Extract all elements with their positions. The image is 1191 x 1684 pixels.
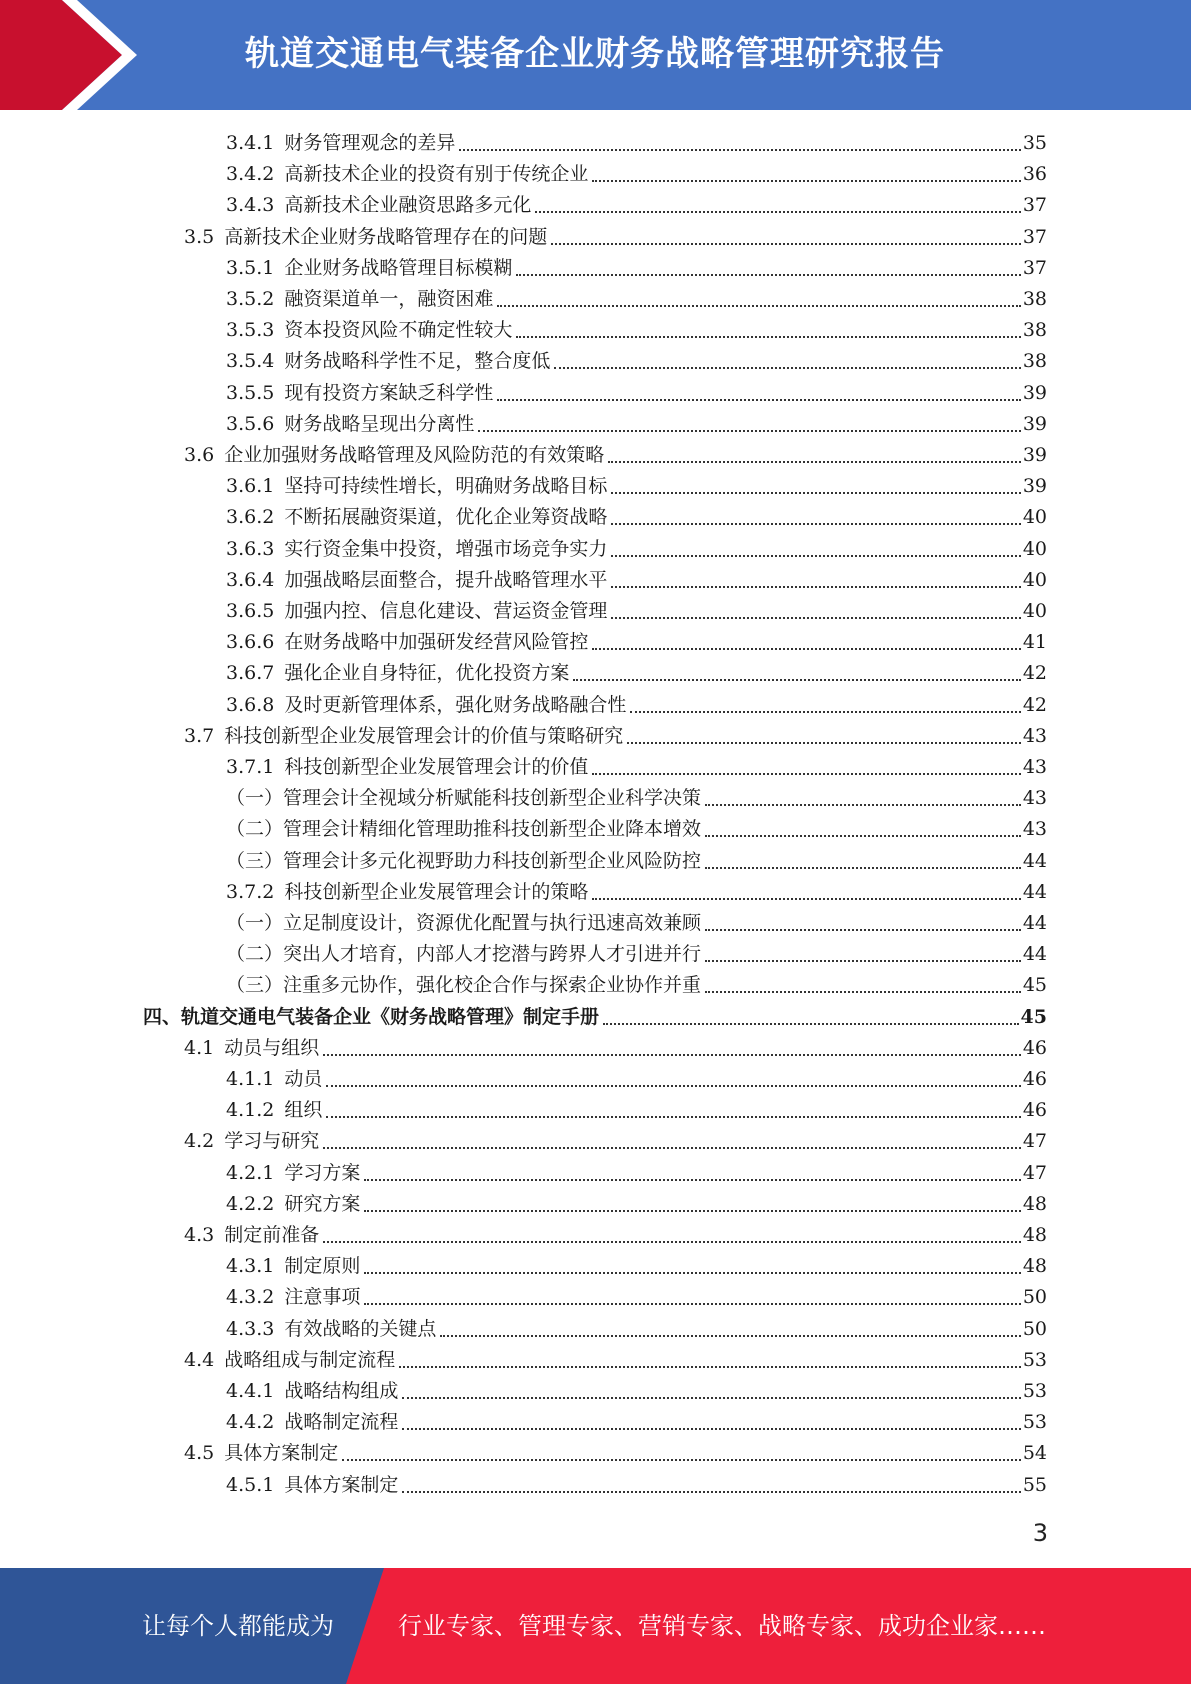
toc-entry[interactable] [226,315,1047,346]
chevron-arrow-icon [0,0,150,110]
toc-entry-page: 44 [1022,943,1047,965]
toc-dot-leader [402,1397,1020,1399]
toc-entry-page: 44 [1022,912,1047,934]
toc-entry-number: （二） [226,818,284,840]
toc-dot-leader [364,1210,1020,1212]
toc-entry-title: 强化企业自身特征，优化投资方案 [284,662,570,684]
toc-entry[interactable] [226,1158,1047,1189]
toc-entry-number: （三） [226,974,284,996]
toc-entry-page: 39 [1022,382,1047,404]
toc-dot-leader [323,1054,1021,1056]
toc-entry-number: 4.3 [184,1224,215,1246]
toc-entry[interactable] [226,627,1047,658]
toc-entry-page: 50 [1022,1286,1047,1308]
toc-entry-title: 在财务战略中加强研发经营风险管控 [284,631,589,653]
toc-entry[interactable] [226,814,1047,845]
toc-entry-title: 财务战略呈现出分离性 [284,413,475,435]
toc-entry-number: 3.7 [184,725,215,747]
toc-entry[interactable] [226,1407,1047,1438]
toc-dot-leader [497,305,1020,307]
toc-entry-title: 加强战略层面整合，提升战略管理水平 [284,569,608,591]
toc-entry-page: 37 [1022,194,1047,216]
toc-dot-leader [364,1179,1020,1181]
toc-entry-number: 3.6.5 [226,600,275,622]
toc-entry-page: 43 [1022,818,1047,840]
toc-entry-number: 4.4 [184,1349,215,1371]
toc-entry-title: 管理会计全视域分析赋能科技创新型企业科学决策 [283,787,702,809]
toc-entry[interactable] [184,1126,1047,1157]
toc-entry[interactable] [226,1376,1047,1407]
toc-dot-leader [326,1085,1020,1087]
toc-entry[interactable] [226,409,1047,440]
toc-dot-leader [364,1303,1020,1305]
toc-entry-title: 动员 [284,1068,323,1090]
toc-entry-title: 突出人才培育，内部人才挖潜与跨界人才引进并行 [283,943,702,965]
toc-entry-title: 加强内控、信息化建设、营运资金管理 [284,600,608,622]
toc-entry[interactable] [184,721,1047,752]
toc-dot-leader [611,586,1020,588]
toc-entry-title: 科技创新型企业发展管理会计的策略 [284,881,589,903]
toc-dot-leader [497,399,1020,401]
toc-entry[interactable] [184,1438,1047,1469]
toc-entry-page: 40 [1022,506,1047,528]
toc-entry-title: 高新技术企业的投资有别于传统企业 [284,163,589,185]
footer-slogan-left: 让每个人都能成为 [142,1612,334,1640]
toc-entry[interactable] [226,565,1047,596]
toc-dot-leader [323,1147,1021,1149]
toc-entry-number: 4.4.1 [226,1380,275,1402]
toc-dot-leader [705,960,1021,962]
toc-entry-number: 3.5.3 [226,319,275,341]
toc-entry-page: 36 [1022,163,1047,185]
toc-entry-title: 资本投资风险不确定性较大 [284,319,513,341]
toc-entry[interactable] [226,1189,1047,1220]
toc-entry-page: 43 [1022,756,1047,778]
toc-entry-page: 35 [1022,132,1047,154]
toc-entry-title: 融资渠道单一，融资困难 [284,288,494,310]
toc-entry-number: 3.7.1 [226,756,275,778]
toc-entry[interactable] [226,658,1047,689]
toc-entry-title: 研究方案 [284,1193,361,1215]
toc-entry[interactable] [226,159,1047,190]
toc-dot-leader [440,1335,1020,1337]
toc-entry-title: 企业财务战略管理目标模糊 [284,257,513,279]
toc-entry-page: 45 [1020,1006,1047,1028]
toc-entry-number: 4.2 [184,1130,215,1152]
toc-dot-leader [611,523,1020,525]
toc-entry[interactable] [226,1095,1047,1126]
toc-entry-number: 3.4.3 [226,194,275,216]
toc-entry[interactable] [143,1002,1047,1033]
toc-entry-number: （二） [226,943,284,965]
toc-dot-leader [592,898,1020,900]
toc-dot-leader [705,991,1021,993]
toc-entry-title: 现有投资方案缺乏科学性 [284,382,494,404]
toc-entry-page: 55 [1022,1474,1047,1496]
toc-entry-page: 44 [1022,881,1047,903]
toc-entry-page: 38 [1022,288,1047,310]
toc-dot-leader [630,711,1020,713]
toc-entry[interactable] [226,471,1047,502]
toc-entry-title: 管理会计精细化管理助推科技创新型企业降本增效 [283,818,702,840]
toc-entry-title: 不断拓展融资渠道，优化企业筹资战略 [284,506,608,528]
toc-entry-page: 47 [1022,1130,1047,1152]
toc-entry-page: 39 [1022,475,1047,497]
toc-entry[interactable] [226,346,1047,377]
toc-entry-number: 4.2.2 [226,1193,275,1215]
toc-entry-number: 3.4.1 [226,132,275,154]
toc-entry-page: 42 [1022,694,1047,716]
toc-entry-number: （一） [226,787,284,809]
toc-entry[interactable] [226,378,1047,409]
page-header [0,0,1191,110]
toc-entry[interactable] [226,190,1047,221]
toc-entry-title: 实行资金集中投资，增强市场竞争实力 [284,538,608,560]
toc-entry-page: 40 [1022,569,1047,591]
toc-entry-page: 53 [1022,1380,1047,1402]
toc-entry-page: 38 [1022,350,1047,372]
toc-entry[interactable] [184,1345,1047,1376]
toc-entry-number: 4.1.1 [226,1068,275,1090]
toc-entry-number: 3.6 [184,444,215,466]
toc-entry-page: 43 [1022,725,1047,747]
toc-dot-leader [323,1241,1021,1243]
toc-entry-number: 4.1 [184,1037,215,1059]
toc-entry-page: 37 [1022,257,1047,279]
toc-entry-title: 动员与组织 [224,1037,320,1059]
toc-entry-number: 3.6.1 [226,475,275,497]
toc-dot-leader [402,1491,1020,1493]
toc-entry-title: 坚持可持续性增长，明确财务战略目标 [284,475,608,497]
toc-entry[interactable] [226,253,1047,284]
toc-dot-leader [705,867,1021,869]
toc-entry-title: 战略组成与制定流程 [224,1349,396,1371]
toc-entry[interactable] [184,1220,1047,1251]
toc-entry-number: 3.6.6 [226,631,275,653]
toc-dot-leader [611,617,1020,619]
toc-dot-leader [459,149,1020,151]
toc-entry[interactable] [226,939,1047,970]
toc-entry-title: 有效战略的关键点 [284,1318,437,1340]
toc-entry[interactable] [226,908,1047,939]
toc-entry-title: 注意事项 [284,1286,361,1308]
toc-dot-leader [399,1366,1021,1368]
toc-entry-number: 3.5.6 [226,413,275,435]
document-title: 轨道交通电气装备企业财务战略管理研究报告 [245,34,945,74]
toc-entry-page: 48 [1022,1224,1047,1246]
toc-entry-title: 及时更新管理体系，强化财务战略融合性 [284,694,627,716]
toc-entry-page: 44 [1022,850,1047,872]
toc-entry-page: 48 [1022,1255,1047,1277]
toc-entry-title: 管理会计多元化视野助力科技创新型企业风险防控 [283,850,702,872]
toc-dot-leader [551,243,1021,245]
toc-entry-title: 财务战略科学性不足，整合度低 [284,350,551,372]
toc-dot-leader [342,1459,1021,1461]
toc-entry-number: 4.5.1 [226,1474,275,1496]
toc-entry-page: 41 [1022,631,1047,653]
toc-entry-title: 战略结构组成 [284,1380,399,1402]
toc-entry-number: 3.6.7 [226,662,275,684]
toc-entry-page: 43 [1022,787,1047,809]
toc-entry-title: 企业加强财务战略管理及风险防范的有效策略 [224,444,605,466]
toc-entry-title: 注重多元协作，强化校企合作与探索企业协作并重 [283,974,702,996]
toc-entry-number: （一） [226,912,284,934]
toc-entry[interactable] [226,970,1047,1001]
toc-entry-number: 3.5.1 [226,257,275,279]
toc-entry-number: 4.3.2 [226,1286,275,1308]
toc-entry[interactable] [226,128,1047,159]
toc-entry-number: 3.5.4 [226,350,275,372]
toc-entry-number: 四、 [143,1006,182,1028]
toc-entry-page: 54 [1022,1442,1047,1464]
toc-entry[interactable] [226,690,1047,721]
toc-dot-leader [554,367,1020,369]
toc-entry-title: 立足制度设计，资源优化配置与执行迅速高效兼顾 [283,912,702,934]
toc-dot-leader [535,211,1020,213]
toc-entry-page: 50 [1022,1318,1047,1340]
toc-dot-leader [592,180,1020,182]
toc-entry-page: 40 [1022,600,1047,622]
toc-entry-number: 4.2.1 [226,1162,275,1184]
toc-entry-title: 轨道交通电气装备企业《财务战略管理》制定手册 [181,1006,600,1028]
toc-entry-title: 具体方案制定 [284,1474,399,1496]
toc-entry-title: 高新技术企业融资思路多元化 [284,194,532,216]
toc-entry-page: 37 [1022,226,1047,248]
toc-dot-leader [592,648,1020,650]
toc-entry-number: 4.3.1 [226,1255,275,1277]
toc-entry-title: 具体方案制定 [224,1442,339,1464]
toc-entry-number: 4.4.2 [226,1411,275,1433]
toc-dot-leader [705,835,1021,837]
toc-entry-number: （三） [226,850,284,872]
toc-entry-title: 战略制定流程 [284,1411,399,1433]
toc-entry[interactable] [226,502,1047,533]
toc-entry-title: 组织 [284,1099,323,1121]
toc-entry[interactable] [226,783,1047,814]
toc-dot-leader [705,804,1021,806]
footer-slogan-right: 行业专家、管理专家、营销专家、战略专家、成功企业家…… [398,1612,1046,1640]
toc-dot-leader [611,492,1020,494]
toc-entry-number: 3.5.5 [226,382,275,404]
toc-entry[interactable] [226,846,1047,877]
toc-entry-number: 3.7.2 [226,881,275,903]
toc-entry-number: 3.5.2 [226,288,275,310]
toc-entry[interactable] [226,1282,1047,1313]
toc-dot-leader [516,274,1020,276]
toc-entry-page: 39 [1022,444,1047,466]
toc-entry[interactable] [184,1033,1047,1064]
toc-entry[interactable] [226,284,1047,315]
toc-entry[interactable] [226,877,1047,908]
toc-entry-page: 53 [1022,1411,1047,1433]
toc-dot-leader [627,742,1021,744]
toc-entry[interactable] [226,1314,1047,1345]
toc-entry-page: 53 [1022,1349,1047,1371]
toc-entry[interactable] [184,440,1047,471]
toc-dot-leader [608,461,1021,463]
toc-entry-number: 3.6.2 [226,506,275,528]
page-footer [0,1568,1191,1684]
toc-dot-leader [364,1272,1020,1274]
toc-entry-page: 48 [1022,1193,1047,1215]
toc-entry-number: 4.1.2 [226,1099,275,1121]
toc-entry[interactable] [226,596,1047,627]
toc-entry[interactable] [226,1251,1047,1282]
toc-entry-page: 45 [1022,974,1047,996]
toc-entry-page: 46 [1022,1068,1047,1090]
toc-entry-title: 制定原则 [284,1255,361,1277]
toc-entry-title: 高新技术企业财务战略管理存在的问题 [224,226,548,248]
toc-dot-leader [705,929,1021,931]
toc-entry-number: 3.4.2 [226,163,275,185]
toc-entry-title: 制定前准备 [224,1224,320,1246]
toc-dot-leader [603,1023,1019,1025]
toc-entry[interactable] [226,752,1047,783]
toc-entry[interactable] [226,534,1047,565]
toc-dot-leader [573,679,1020,681]
toc-entry-page: 42 [1022,662,1047,684]
toc-dot-leader [592,773,1020,775]
toc-entry-page: 39 [1022,413,1047,435]
toc-entry-title: 财务管理观念的差异 [284,132,456,154]
toc-dot-leader [402,1428,1020,1430]
toc-entry-page: 46 [1022,1099,1047,1121]
page-number: 3 [1032,1519,1048,1547]
toc-entry[interactable] [226,1064,1047,1095]
toc-entry-number: 4.3.3 [226,1318,275,1340]
toc-entry-title: 学习方案 [284,1162,361,1184]
toc-entry-page: 46 [1022,1037,1047,1059]
toc-dot-leader [326,1116,1020,1118]
toc-entry-title: 科技创新型企业发展管理会计的价值与策略研究 [224,725,624,747]
toc-entry-page: 38 [1022,319,1047,341]
toc-entry-page: 47 [1022,1162,1047,1184]
toc-entry[interactable] [226,1470,1047,1501]
toc-entry-number: 3.6.8 [226,694,275,716]
toc-dot-leader [516,336,1020,338]
toc-entry-page: 40 [1022,538,1047,560]
toc-entry-title: 科技创新型企业发展管理会计的价值 [284,756,589,778]
toc-entry-title: 学习与研究 [224,1130,320,1152]
toc-entry[interactable] [184,222,1047,253]
toc-entry-number: 3.6.3 [226,538,275,560]
toc-entry-number: 3.5 [184,226,215,248]
toc-entry-number: 3.6.4 [226,569,275,591]
toc-dot-leader [478,430,1020,432]
toc-dot-leader [611,555,1020,557]
toc-entry-number: 4.5 [184,1442,215,1464]
